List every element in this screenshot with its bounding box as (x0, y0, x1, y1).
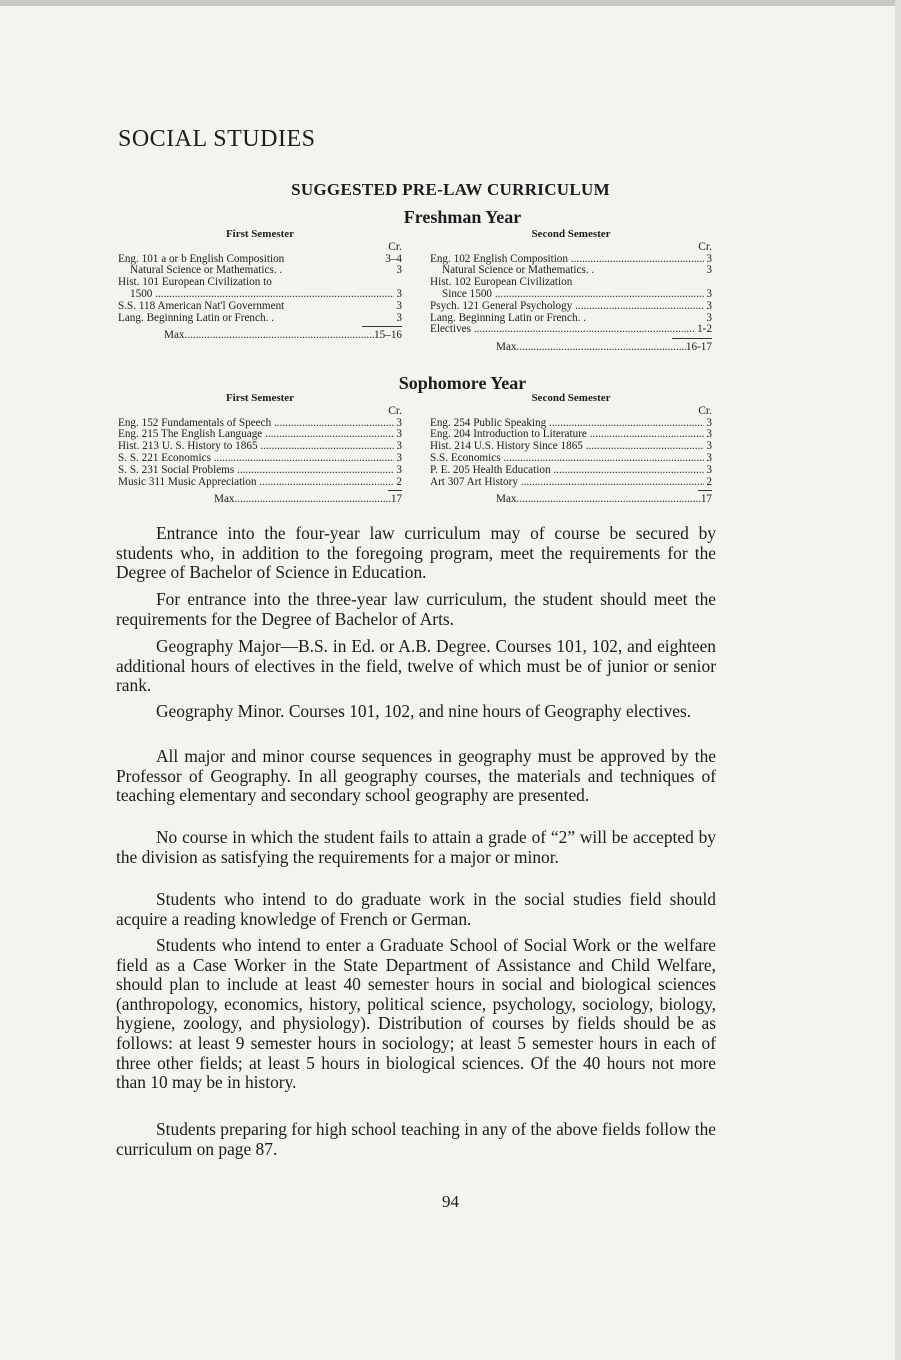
course-name: P. E. 205 Health Education ..... (430, 465, 704, 477)
paragraph: Geography Minor. Courses 101, 102, and nine hours of Geography electives. (156, 701, 692, 721)
sophomore-year-title: Sophomore Year (398, 373, 527, 393)
course-name: Since 1500 ..... (442, 289, 704, 301)
course-credits: 2 (706, 475, 712, 488)
paragraph: Students preparing for high school teaching in any of the above fields follow the curriculum on page 87. (116, 1119, 716, 1159)
course-name: Eng. 254 Public Speaking ..... (430, 418, 704, 430)
course-credits: 3–4 (385, 252, 402, 265)
course-credits: 3 (706, 428, 712, 441)
course-row (430, 265, 712, 277)
credit-heading: Cr. (698, 240, 712, 253)
sum-rule (362, 326, 402, 327)
sophomore-second-semester (430, 393, 712, 506)
course-credits: 3 (706, 451, 712, 464)
max-label: Max ..... (164, 330, 374, 342)
course-name: Music 311 Music Appreciation ..... (118, 477, 394, 489)
max-row (430, 342, 712, 354)
paragraph: Students who intend to do graduate work in the social studies field should acquire a reading knowledge of French or German. (116, 889, 716, 929)
semester-heading: First Semester (225, 392, 295, 404)
credit-heading: Cr. (388, 404, 402, 417)
max-value: 17 (700, 493, 712, 506)
course-name: Hist. 102 European Civilization (430, 277, 573, 289)
course-row (118, 289, 402, 301)
course-row (118, 441, 402, 453)
paragraph: All major and minor course sequences in geography must be approved by the Professor of Geography. In all geography courses, the materials and techniques of teaching elementary and secondary school geography are presented. (116, 746, 716, 806)
course-row (118, 418, 402, 430)
course-name: S. S. 231 Social Problems ..... (118, 465, 394, 477)
page-number: 94 (442, 1192, 459, 1211)
course-name: Natural Science or Mathematics. . (130, 265, 283, 277)
course-row (430, 324, 712, 336)
paragraph: For entrance into the three-year law curriculum, the student should meet the requirements for the Degree of Bachelor of Arts. (116, 589, 716, 629)
course-credits: 3 (396, 264, 402, 277)
course-name: S. S. 221 Economics ..... (118, 453, 394, 465)
max-label: Max ..... (214, 494, 391, 506)
freshman-first-semester (118, 229, 402, 342)
curriculum-title: SUGGESTED PRE-LAW CURRICULUM (291, 180, 610, 199)
course-credits: 3 (396, 428, 402, 441)
course-name: Eng. 204 Introduction to Literature ..... (430, 429, 704, 441)
paragraph: No course in which the student fails to attain a grade of “2” will be accepted by the division as satisfying the requirements for a major or minor. (116, 827, 716, 867)
course-name: Electives ..... (430, 324, 695, 336)
course-row (430, 429, 712, 441)
course-row (118, 265, 402, 277)
course-credits: 3 (396, 451, 402, 464)
course-credits: 2 (396, 475, 402, 488)
course-row (430, 313, 712, 325)
course-credits: 3 (706, 264, 712, 277)
course-name: Art 307 Art History ..... (430, 477, 704, 489)
semester-heading: Second Semester (531, 228, 611, 240)
course-list (118, 254, 402, 325)
course-name: S.S. Economics ..... (430, 453, 704, 465)
course-row (118, 453, 402, 465)
course-row (430, 289, 712, 301)
semester-heading: First Semester (225, 228, 295, 240)
sum-rule (388, 490, 402, 491)
course-credits: 3 (706, 311, 712, 324)
course-row (430, 418, 712, 430)
paragraph: Entrance into the four-year law curriculum may of course be secured by students who, in addition to the foregoing program, meet the requirements for the Degree of Bachelor of Science in Education. (116, 523, 716, 583)
course-row (118, 313, 402, 325)
credit-heading: Cr. (388, 240, 402, 253)
course-row (430, 441, 712, 453)
semester-heading: Second Semester (531, 392, 611, 404)
course-row (430, 277, 712, 289)
course-credits: 3 (396, 440, 402, 453)
scan-top-edge (0, 0, 901, 6)
sum-rule (672, 338, 712, 339)
freshman-year-title: Freshman Year (403, 207, 522, 227)
course-row (430, 477, 712, 489)
max-label: Max ..... (496, 494, 701, 506)
sophomore-first-semester (118, 393, 402, 506)
course-credits: 3 (396, 311, 402, 324)
max-row (430, 494, 712, 506)
course-name: 1500 ..... (130, 289, 394, 301)
course-name: Hist. 214 U.S. History Since 1865 ..... (430, 441, 704, 453)
course-credits: 3 (706, 299, 712, 312)
course-credits: 3 (396, 463, 402, 476)
paragraph: Geography Major—B.S. in Ed. or A.B. Degree. Courses 101, 102, and eighteen additional hours of electives in the field, twelve of which must be of junior or senior rank. (116, 636, 716, 696)
course-row (118, 277, 402, 289)
course-name: Eng. 102 English Composition ..... (430, 254, 704, 266)
credit-heading: Cr. (698, 404, 712, 417)
course-row (430, 465, 712, 477)
course-row (118, 465, 402, 477)
course-credits: 3 (706, 440, 712, 453)
max-label: Max ..... (496, 342, 686, 354)
max-row (118, 494, 402, 506)
course-list (118, 418, 402, 489)
course-credits: 3 (706, 463, 712, 476)
scan-right-edge (895, 0, 901, 1360)
course-row (430, 301, 712, 313)
course-credits: 3 (706, 416, 712, 429)
sum-rule (698, 490, 712, 491)
section-title: SOCIAL STUDIES (118, 126, 316, 152)
course-name: Psych. 121 General Psychology ..... (430, 301, 704, 313)
course-row (118, 429, 402, 441)
course-credits: 3 (706, 252, 712, 265)
course-name: Hist. 213 U. S. History to 1865 ..... (118, 441, 394, 453)
course-row (118, 254, 402, 266)
paragraph: Students who intend to enter a Graduate School of Social Work or the welfare field as a Case Worker in the State Department of Assistance and Child Welfare, should plan to include at least 40 semester hours in social and biological sciences (anthropology, economics, history, political science, psychology, sociology, biology, hygiene, zoology, and physiology). Distribution of courses by fields should be as follows: at least 9 semester hours in sociology; at least 5 semester hours in each of three other fields; at least 5 hours in biological sciences. Of the 40 hours not more than 10 may be in history. (116, 935, 716, 1093)
max-value: 17 (390, 493, 402, 506)
course-row (118, 477, 402, 489)
max-value: 15–16 (374, 329, 402, 342)
course-name: Eng. 101 a or b English Composition (118, 253, 285, 265)
course-name: Eng. 152 Fundamentals of Speech ..... (118, 418, 394, 430)
course-list (430, 254, 712, 337)
course-name: Lang. Beginning Latin or French. . (430, 312, 586, 324)
course-row (118, 301, 402, 313)
course-credits: 1-2 (697, 323, 712, 336)
course-credits: 3 (396, 416, 402, 429)
course-name: Eng. 215 The English Language ..... (118, 429, 394, 441)
course-credits: 3 (706, 287, 712, 300)
course-row (430, 254, 712, 266)
course-name: Hist. 101 European Civilization to (118, 277, 272, 289)
max-value: 16-17 (685, 341, 712, 354)
course-name: Lang. Beginning Latin or French. . (118, 312, 274, 324)
freshman-second-semester (430, 229, 712, 354)
course-list (430, 418, 712, 489)
course-credits: 3 (396, 299, 402, 312)
course-row (430, 453, 712, 465)
course-name: S.S. 118 American Nat'l Government (118, 300, 285, 312)
course-credits: 3 (396, 287, 402, 300)
max-row (118, 330, 402, 342)
course-name: Natural Science or Mathematics. . (442, 265, 595, 277)
